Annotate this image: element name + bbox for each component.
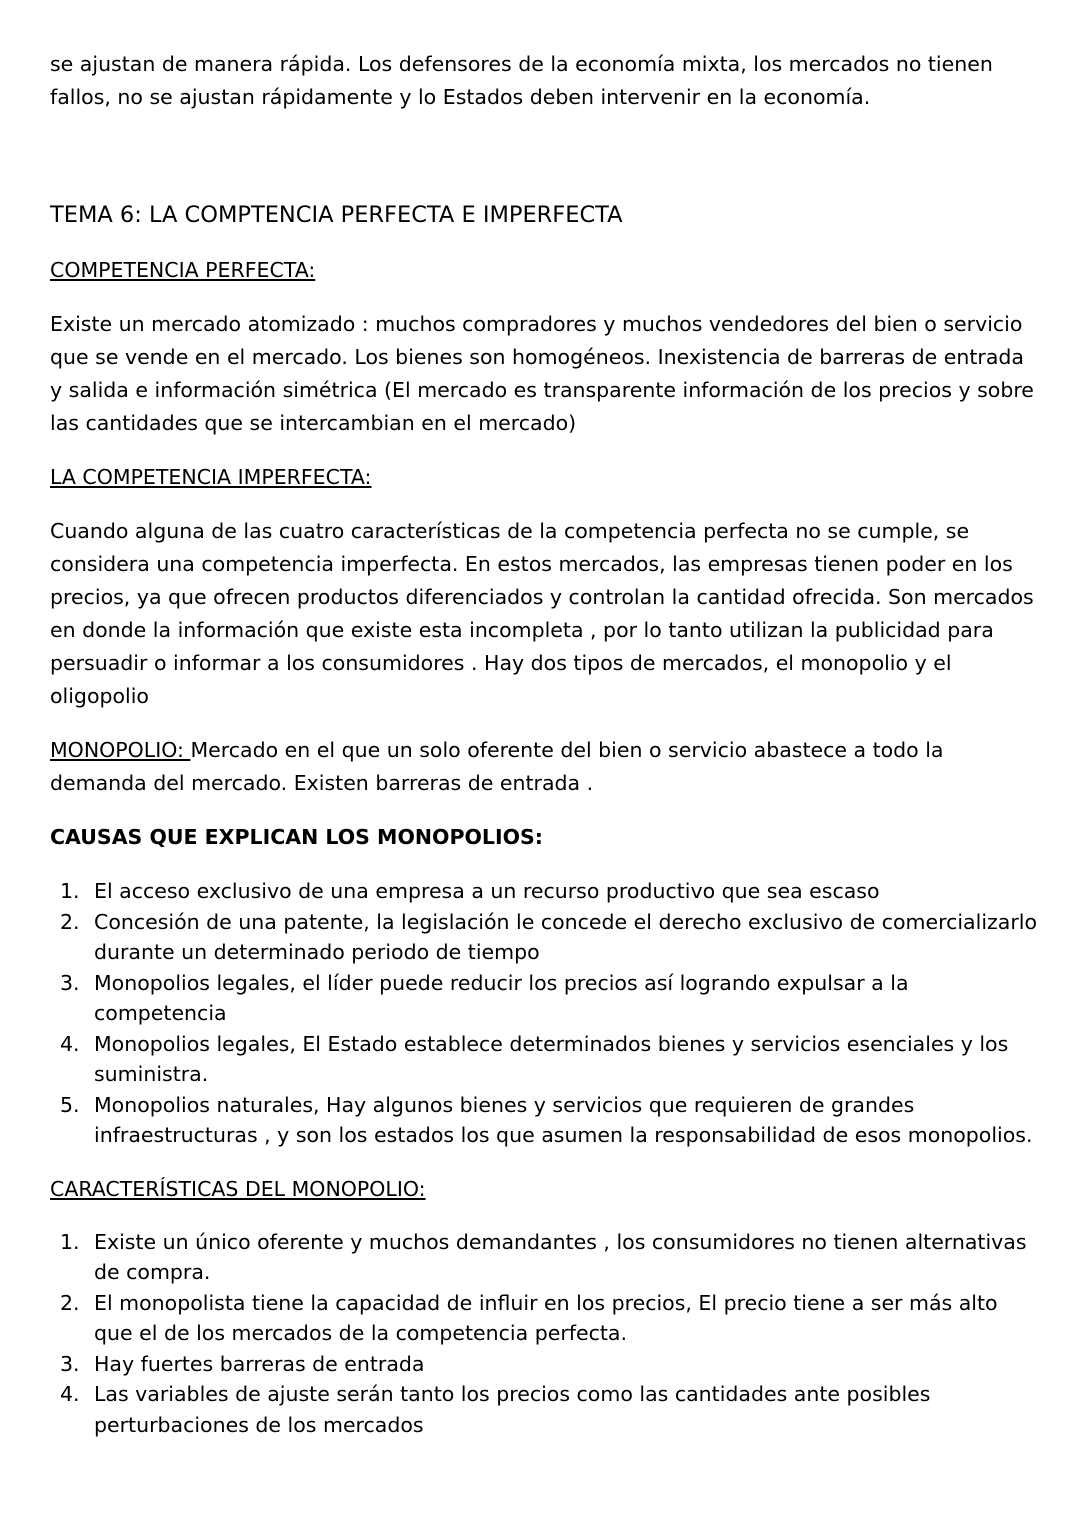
list-item-text: El acceso exclusivo de una empresa a un recurso productivo que sea escaso <box>94 879 880 903</box>
list-item-text: Monopolios legales, El Estado establece determinados bienes y servicios esenciales y los suministra. <box>94 1031 1009 1086</box>
list-number: 4. <box>60 1031 80 1056</box>
list-item-text: Concesión de una patente, la legislación le concede el derecho exclusivo de comercializarlo durante un determinado periodo de tiempo <box>94 909 1037 964</box>
list-number: 2. <box>60 909 80 934</box>
list-number: 3. <box>60 1351 80 1376</box>
imperfecta-heading: LA COMPETENCIA IMPERFECTA: <box>50 465 372 489</box>
list-number: 4. <box>60 1382 80 1406</box>
perfecta-paragraph: Existe un mercado atomizado : muchos compradores y muchos vendedores del bien o servicio que se vende en el mercado. Los bienes son homogéneos. Inexistencia de barreras de entrada y salida e información simétrica (El mercado es transparente información de los precios y sobre las cantidades que se intercambian en el mercado) <box>50 312 1034 435</box>
tema-title: TEMA 6: LA COMPTENCIA PERFECTA E IMPERFECTA <box>50 202 623 228</box>
list-item-text: Monopolios naturales, Hay algunos bienes y servicios que requieren de grandes infraestructuras , y son los estados los que asumen la responsabilidad de esos monopolios. <box>94 1092 1033 1147</box>
caracteristicas-heading: CARACTERÍSTICAS DEL MONOPOLIO: <box>50 1176 426 1201</box>
list-item-text: Existe un único oferente y muchos demandantes , los consumidores no tienen alternativas de compra. <box>94 1229 1027 1284</box>
perfecta-heading: COMPETENCIA PERFECTA: <box>50 258 316 282</box>
list-item <box>50 1288 1040 1349</box>
causas-list <box>50 876 1040 1151</box>
list-number: 3. <box>60 970 80 995</box>
list-number: 2. <box>60 1290 80 1315</box>
list-number: 5. <box>60 1092 80 1117</box>
list-item-text: Hay fuertes barreras de entrada <box>94 1351 425 1376</box>
monopolio-definition: Mercado en el que un solo oferente del bien o servicio abastece a todo la demanda del mercado. Existen barreras de entrada . <box>50 738 944 795</box>
imperfecta-paragraph: Cuando alguna de las cuatro características de la competencia perfecta no se cumple, se considera una competencia imperfecta. En estos mercados, las empresas tienen poder en los precios, ya que ofrecen productos diferenciados y controlan la cantidad ofrecida. Son mercados en donde la información que existe esta incompleta , por lo tanto utilizan la publicidad para persuadir o informar a los consumidores . Hay dos tipos de mercados, el monopolio y el oligopolio <box>50 519 1034 708</box>
list-item <box>50 1379 1040 1440</box>
list-item <box>50 1349 1040 1380</box>
list-number: 1. <box>60 1229 80 1254</box>
list-item-text: El monopolista tiene la capacidad de influir en los precios, El precio tiene a ser más alto que el de los mercados de la competencia perfecta. <box>94 1290 998 1345</box>
intro-paragraph: se ajustan de manera rápida. Los defensores de la economía mixta, los mercados no tienen fallos, no se ajustan rápidamente y lo Estados deben intervenir en la economía. <box>50 52 993 109</box>
list-number: 1. <box>60 879 80 903</box>
list-item <box>50 1029 1040 1090</box>
document-page <box>50 48 1040 1440</box>
list-item-text: Las variables de ajuste serán tanto los precios como las cantidades ante posibles perturbaciones de los mercados <box>94 1382 931 1437</box>
list-item <box>50 907 1040 968</box>
list-item-text: Monopolios legales, el líder puede reducir los precios así logrando expulsar a la competencia <box>94 970 909 1025</box>
monopolio-label: MONOPOLIO: <box>50 738 191 762</box>
list-item <box>50 1090 1040 1151</box>
list-item <box>50 876 1040 907</box>
caracteristicas-list <box>50 1227 1040 1441</box>
list-item <box>50 968 1040 1029</box>
monopolio-paragraph <box>50 734 1040 800</box>
list-item <box>50 1227 1040 1288</box>
causas-heading: CAUSAS QUE EXPLICAN LOS MONOPOLIOS: <box>50 825 544 849</box>
